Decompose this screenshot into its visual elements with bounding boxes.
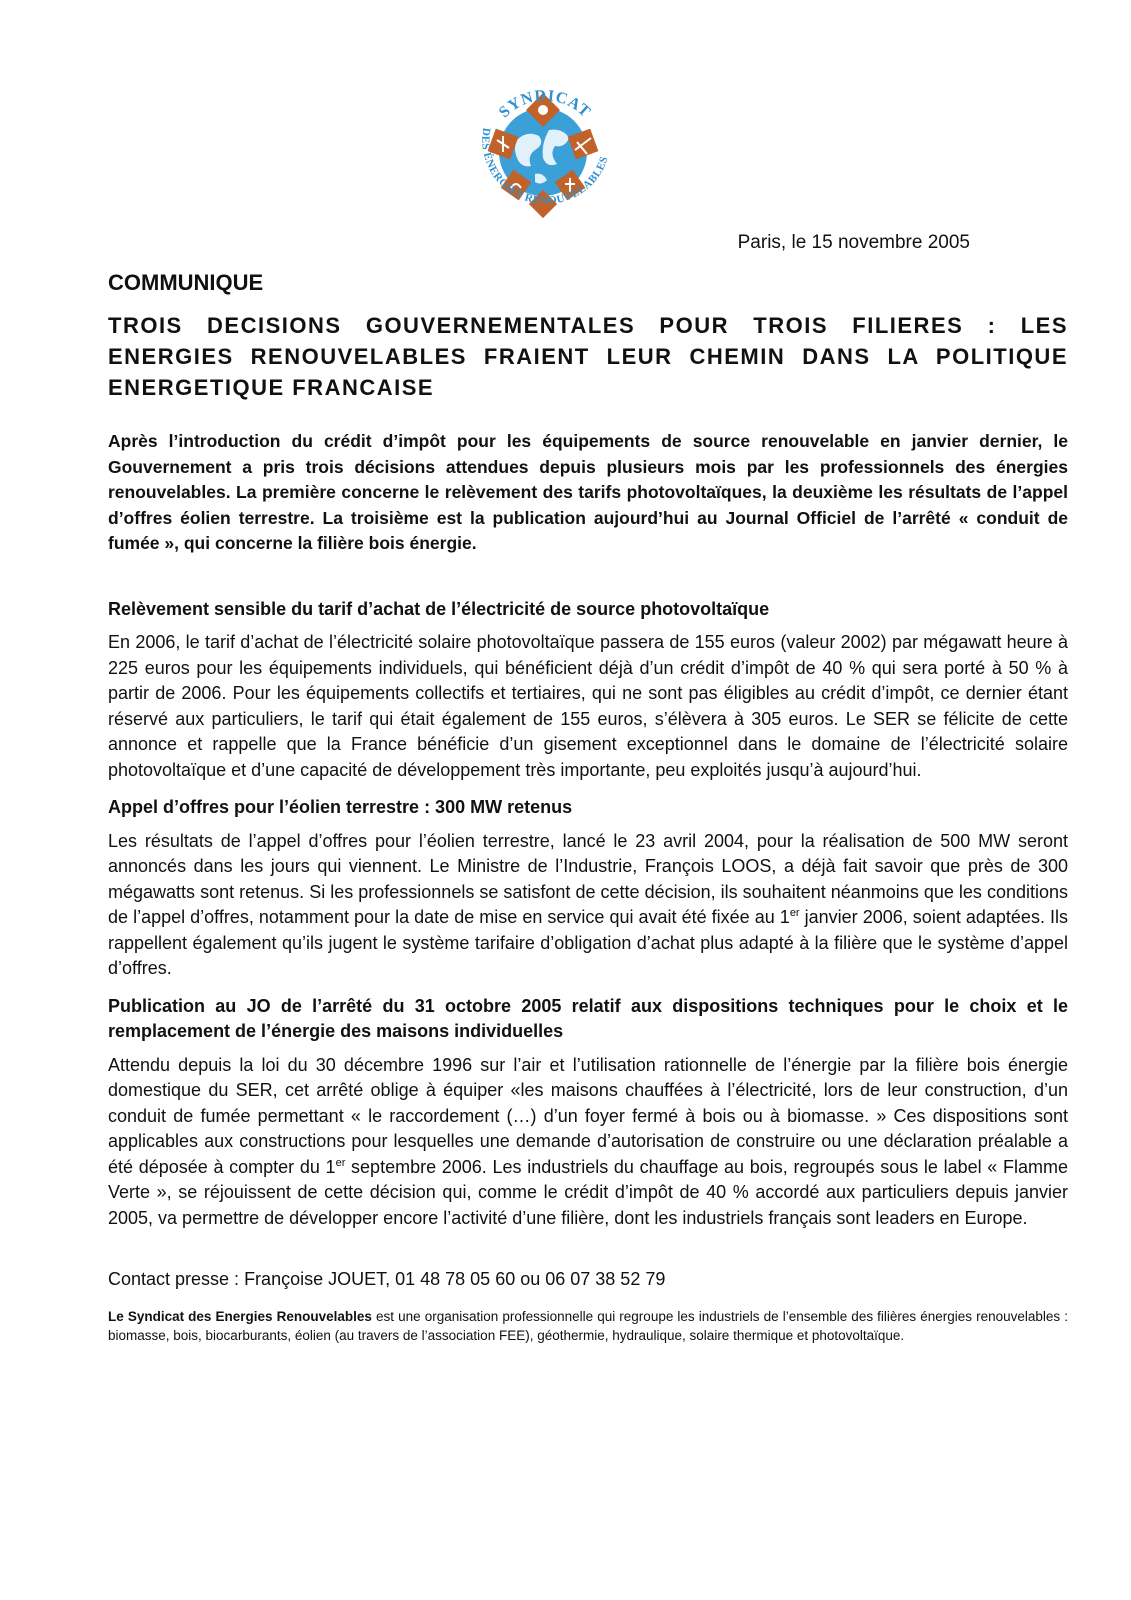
logo-bottom-text: DES ÉNERGIES RENOUVELABLES <box>479 127 611 208</box>
wood-superscript: er <box>335 1156 346 1169</box>
wood-text-part-2: septembre 2006. Les industriels du chauffage au bois, regroupés sous le label « Flamme Verte », se réjouissent de cette décision qui, comme le crédit d’impôt de 40 % accordé aux particuliers depuis janvier 2005, va permettre de développer encore l’activité d’une filière, dont les industriels français sont leaders en Europe. <box>108 1156 1069 1228</box>
footer-description: est une organisation professionnelle qui regroupe les industriels de l’ensemble des filières énergies renouvelables : biomasse, bois, biocarburants, éolien (au travers de l’association FEE), géothermie, hydraulique, solaire thermique et photovoltaïque. <box>108 1309 1068 1343</box>
lead-paragraph: Après l’introduction du crédit d’impôt pour les équipements de source renouvelable en janvier dernier, le Gouvernement a pris trois décisions attendues depuis plusieurs mois par les professionnels des énergies renouvelables. La première concerne le relèvement des tarifs photovoltaïques, la deuxième les résultats de l’appel d’offres éolien terrestre. La troisième est la publication aujourd’hui au Journal Officiel de l’arrêté « conduit de fumée », qui concerne la filière bois énergie. <box>108 431 1068 553</box>
logo-top-text: SYNDICAT <box>495 87 595 122</box>
wood-text-part-1: Attendu depuis la loi du 30 décembre 1996 sur l’air et l’utilisation rationnelle de l’énergie par la filière bois énergie domestique du SER, cet arrêté oblige à équiper «les maisons chauffées à l’électricité, lors de leur construction, d’un conduit de fumée permettant « le raccordement (…) d’un foyer fermé à bois ou à biomasse. » Ces dispositions sont applicables aux constructions pour lesquelles une demande d’autorisation de construire ou une déclaration préalable a été déposée à compter du 1 <box>108 1054 1068 1177</box>
wind-text-part-1: Les résultats de l’appel d’offres pour l’éolien terrestre, lancé le 23 avril 2004, pour la réalisation de 500 MW seront annoncés dans les jours qui viennent. Le Ministre de l’Industrie, François LOOS, a déjà fait savoir que près de 300 mégawatts sont retenus. Si les professionnels se satisfont de cette décision, ils souhaitent néanmoins que les conditions de l’appel d’offres, notamment pour la date de mise en service qui avait été fixée au 1 <box>108 830 1068 927</box>
section-title-wind: Appel d’offres pour l’éolien terrestre : 300 MW retenus <box>108 797 573 817</box>
document-label: COMMUNIQUE <box>108 270 264 295</box>
section-body-wind <box>108 829 1068 982</box>
ser-logo <box>465 70 625 240</box>
document-body <box>108 270 1068 1345</box>
press-contact: Contact presse : Françoise JOUET, 01 48 78 05 60 ou 06 07 38 52 79 <box>108 1269 666 1289</box>
date-line: Paris, le 15 novembre 2005 <box>737 232 970 253</box>
section-body-photovoltaic: En 2006, le tarif d’achat de l’électricité solaire photovoltaïque passera de 155 euros (valeur 2002) par mégawatt heure à 225 euros pour les équipements individuels, qui bénéficient déjà d’un crédit d’impôt de 40 % qui sera porté à 50 % à partir de 2006. Pour les équipements collectifs et tertiaires, qui ne sont pas éligibles au crédit d’impôt, ce dernier étant réservé aux particuliers, le tarif qui était également de 155 euros, s’élèvera à 305 euros. Le SER se félicite de cette annonce et rappelle que la France bénéficie d’un gisement exceptionnel dans le domaine de l’électricité solaire photovoltaïque et d’une capacité de développement très importante, peu exploités jusqu’à aujourd’hui. <box>108 632 1068 780</box>
ser-logo-graphic <box>465 70 625 240</box>
section-title-photovoltaic: Relèvement sensible du tarif d’achat de l’électricité de source photovoltaïque <box>108 598 770 619</box>
headline: TROIS DECISIONS GOUVERNEMENTALES POUR TROIS FILIERES : LES ENERGIES RENOUVELABLES FRAIENT LEUR CHEMIN DANS LA POLITIQUE ENERGETIQUE FRANCAISE <box>108 313 1068 400</box>
footer-org-name: Le Syndicat des Energies Renouvelables <box>108 1309 372 1324</box>
organization-footer <box>108 1307 1068 1345</box>
section-body-wood-energy <box>108 1053 1068 1232</box>
section-title-wood-energy: Publication au JO de l’arrêté du 31 octobre 2005 relatif aux dispositions techniques pour le choix et le remplacement de l’énergie des maisons individuelles <box>108 995 1068 1041</box>
wind-text-part-2: janvier 2006, soient adaptées. Ils rappellent également qu’ils jugent le système tarifaire d’obligation d’achat plus adapté à la filière que le système d’appel d’offres. <box>108 907 1068 978</box>
wind-superscript: er <box>789 907 800 919</box>
